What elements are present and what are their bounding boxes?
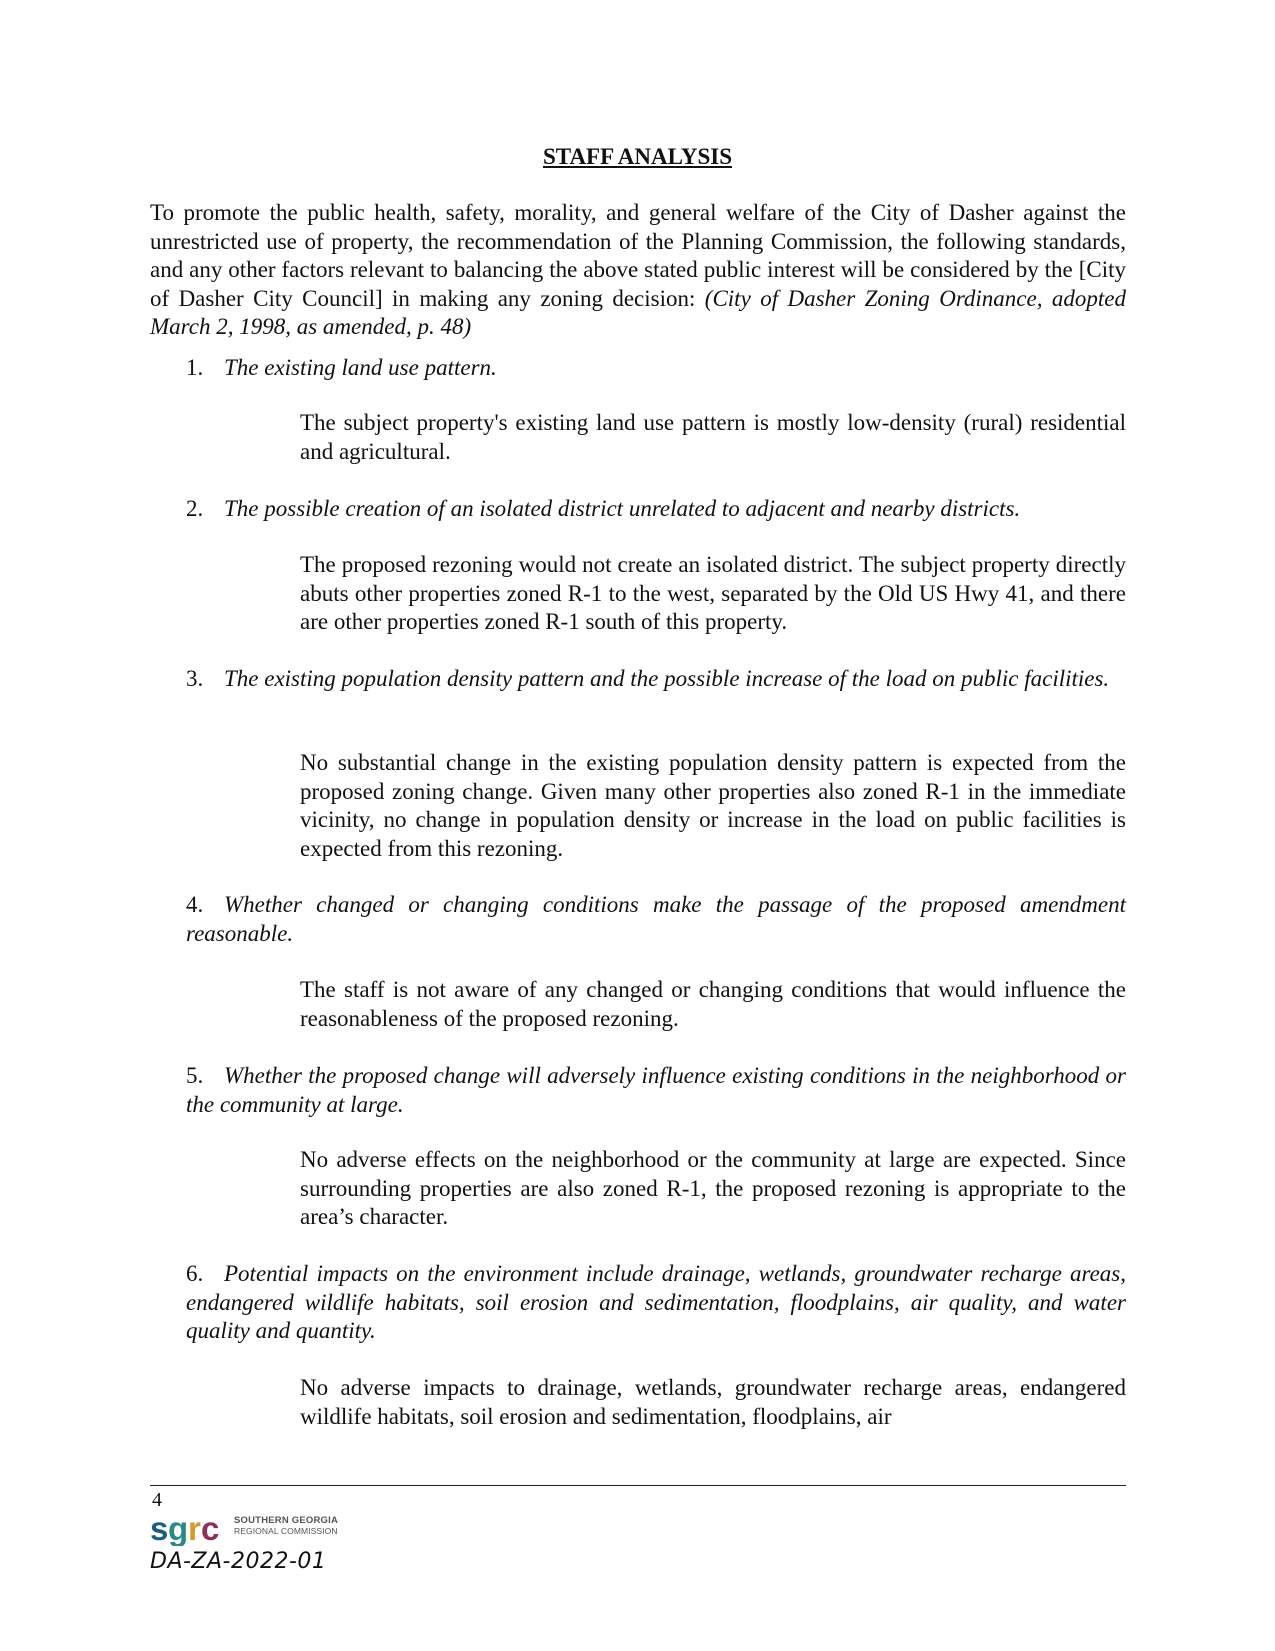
criterion-text: The existing population density pattern and the possible increase of the load on public facilities.: [224, 666, 1110, 691]
criterion-text: Whether changed or changing conditions make the passage of the proposed amendment reasonable.: [186, 892, 1126, 946]
criterion-6-answer: No adverse impacts to drainage, wetlands, groundwater recharge areas, endangered wildlife habitats, soil erosion and sedimentation, floodplains, air: [300, 1375, 1126, 1429]
criterion-1-question: [186, 354, 1126, 383]
intro-citation: (City of Dasher Zoning Ordinance, adopted March 2, 1998, as amended, p. 48): [150, 285, 1126, 339]
criterion-5-question: [186, 1062, 1126, 1119]
criterion-3-answer: No substantial change in the existing population density pattern is expected from the proposed zoning change. Given many other properties also zoned R-1 in the immediate vicinity, no change in population density or increase in the load on public facilities is expected from this rezoning.: [300, 750, 1126, 861]
criterion-number: 1.: [186, 355, 204, 380]
criterion-4-answer: The staff is not aware of any changed or changing conditions that would influence the reasonableness of the proposed rezoning.: [300, 977, 1126, 1031]
page-title: STAFF ANALYSIS: [543, 144, 732, 169]
page-number: 4: [152, 1489, 162, 1511]
criterion-text: Whether the proposed change will adversely influence existing conditions in the neighborhood or the community at large.: [186, 1063, 1126, 1117]
criterion-number: 5.: [186, 1063, 204, 1088]
criterion-text: The possible creation of an isolated district unrelated to adjacent and nearby districts.: [224, 496, 1021, 521]
criterion-2-answer: The proposed rezoning would not create an isolated district. The subject property directly abuts other properties zoned R-1 to the west, separated by the Old US Hwy 41, and there are other properties zoned R-1 south of this property.: [300, 552, 1126, 634]
document-id: DA-ZA-2022-01: [150, 1549, 327, 1574]
logo-line-1: SOUTHERN GEORGIA: [234, 1515, 339, 1526]
criterion-number: 2.: [186, 496, 204, 521]
criterion-text: Potential impacts on the environment include drainage, wetlands, groundwater recharge areas, endangered wildlife habitats, soil erosion and sedimentation, floodplains, air quality, and water quality and quantity.: [186, 1261, 1126, 1343]
svg-text:g: g: [168, 1512, 189, 1546]
criterion-text: The existing land use pattern.: [224, 355, 497, 380]
criterion-2-question: [186, 495, 1126, 524]
svg-text:r: r: [188, 1512, 201, 1546]
intro-paragraph: [150, 199, 1126, 342]
criterion-6-question: [186, 1260, 1126, 1346]
criterion-number: 4.: [186, 892, 204, 917]
logo-line-2: REGIONAL COMMISSION: [234, 1526, 338, 1536]
footer-divider: [150, 1485, 1126, 1486]
criterion-number: 3.: [186, 666, 204, 691]
svg-text:s: s: [150, 1512, 169, 1546]
sgrc-logo-icon: [150, 1512, 234, 1546]
logo-wordmark: [234, 1515, 338, 1537]
criterion-3-question: [186, 665, 1126, 694]
sgrc-logo: [150, 1512, 350, 1546]
criterion-1-answer: The subject property's existing land use pattern is mostly low-density (rural) residential and agricultural.: [300, 410, 1126, 464]
intro-text: To promote the public health, safety, morality, and general welfare of the City of Dasher against the unrestricted use of property, the recommendation of the Planning Commission, the following standards, and any other factors relevant to balancing the above stated public interest will be considered by the [City of Dasher City Council] in making any zoning decision:: [150, 200, 1126, 311]
criterion-4-question: [186, 891, 1126, 948]
criterion-number: 6.: [186, 1261, 204, 1286]
criterion-5-answer: No adverse effects on the neighborhood or the community at large are expected. Since surrounding properties are also zoned R-1, the proposed rezoning is appropriate to the area’s character.: [300, 1147, 1126, 1229]
svg-text:c: c: [201, 1512, 220, 1546]
